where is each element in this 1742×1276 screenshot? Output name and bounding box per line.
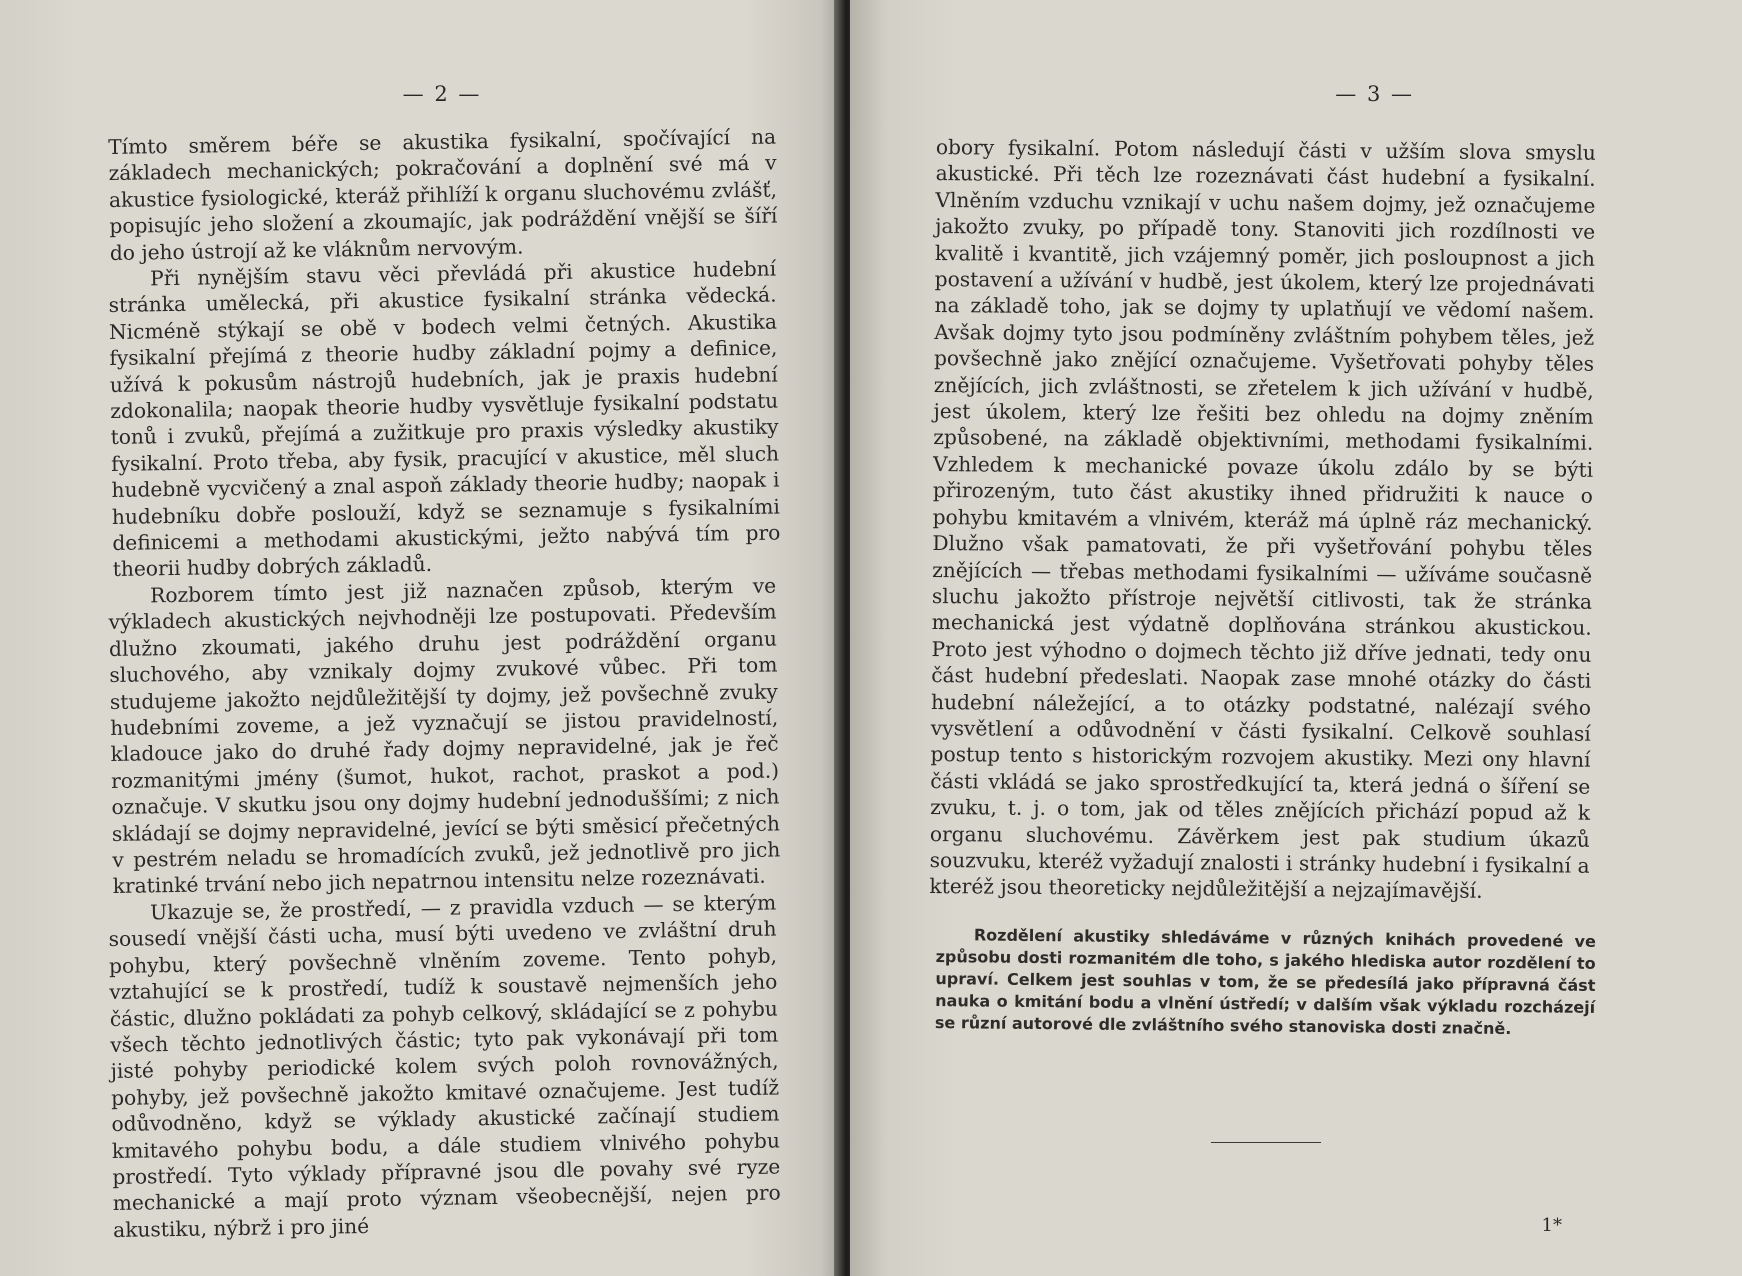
page-number: — 2 —	[402, 82, 482, 106]
paragraph: obory fysikalní. Potom následují části v užším slova smyslu akustické. Při těch lze rozeznávati část hudební a fysikalní. Vlněním vzduchu vznikají v uchu našem dojmy, jež označujeme jakožto zvuky, po případě tony. Stanoviti jich rozdílnosti ve kvalitě i kvantitě, jich vzájemný poměr, jich posloupnost a jich postavení a užívání v hudbě, jest úkolem, který lze projednávati na základě toho, jak se dojmy ty uplatňují ve vědomí našem. Avšak dojmy tyto jsou podmíněny zvláštním pohybem těles, jež povšechně jako znějící označujeme. Vyšetřovati pohyby těles znějících, jich zvláštnosti, se zřetelem k jich užívání v hudbě, jest úkolem, který lze řešiti bez ohledu na dojmy zněním způsobené, na základě objektivními, methodami fysikalními. Vzhledem k mechanické povaze úkolu zdálo by se býti přirozeným, tuto část akustiky ihned přidružiti k nauce o pohybu kmitavém a vlnivém, kteráž má úplně ráz mechanický. Dlužno však pamatovati, že při vyšetřování pohybu těles znějících — třebas methodami fysikalními — užíváme současně sluchu jakožto přístroje největší citlivosti, tak že stránka mechanická jest výdatně doplňována stránkou akustickou. Proto jest výhodno o dojmech těchto již dříve jednati, tedy onu část hudební předeslati. Naopak zase mnohé otázky do části hudební náležející, a to otázky podstatné, nalézají svého vysvětlení a odůvodnění v části fysikalní. Celkově souhlasí postup tento s historickým rozvojem akustiky. Mezi ony hlavní části vkládá se jako sprostředkující ta, která jedná o šíření se zvuku, t. j. o tom, jak od těles znějících přichází popud až k organu sluchovému. Závěrkem jest pak studium úkazů souzvuku, kteréž vyžadují znalosti i stránky hudební i fysikalní a kteréž jsou theoreticky nejdůležitější a nejzajímavější.	[929, 134, 1596, 904]
paragraph: Rozborem tímto jest již naznačen způsob, kterým ve výkladech akustických nejvhodněji lze postupovati. Především dlužno zkoumati, jakého druhu jest podráždění organu sluchového, aby vznikaly dojmy zvukové vůbec. Při tom studujeme jakožto nejdůležitější ty dojmy, jež povšechně zvuky hudebními zoveme, a jež vyznačují se jistou pravidelností, kladouce jako do druhé řady dojmy nepravidelné, jak je řeč rozmanitými jmény (šumot, hukot, rachot, praskot a pod.) označuje. V skutku jsou ony dojmy hudební jednoduššími; z nich skládají se dojmy nepravidelné, jevící se býti směsicí přečetných v pestrém neladu se hromadících zvuků, jež jednotlivě pro jich kratinké trvání nebo jich nepatrnou intensitu nelze rozeznávati.	[108, 573, 781, 899]
signature-mark: 1*	[1541, 1215, 1562, 1236]
page-number: — 3 —	[1335, 82, 1414, 106]
section-rule	[1211, 1142, 1321, 1143]
paragraph: Ukazuje se, že prostředí, — z pravidla vzduch — se kterým sousedí vnější části ucha, musí býti uvedeno ve zvláštní druh pohybu, který povšechně vlněním zoveme. Tento pohyb, vztahující se k prostředí, tudíž k soustavě nejmenších jeho částic, dlužno pokládati za pohyb celkový, skládající se z pohybu všech těchto jednotlivých částic; tyto pak vykonávají při tom jisté pohyby periodické kolem svých poloh rovnovážných, pohyby, jež povšechně jakožto kmitavé označujeme. Jest tudíž odůvodněno, když se výklady akustické začínají studiem kmitavého pohybu bodu, a dále studiem vlnivého pohybu prostředí. Tyto výklady přípravné jsou dle povahy své ryze mechanické a mají proto význam všeobecnější, nejen pro akustiku, nýbrž i pro jiné	[108, 890, 781, 1242]
left-page	[0, 0, 846, 1276]
paragraph: Tímto směrem béře se akustika fysikalní, spočívající na základech mechanických; pokračování a doplnění své má v akustice fysiologické, kteráž přihlíží k organu sluchovému zvlášť, popisujíc jeho složení a zkoumajíc, jak podráždění vnější se šíří do jeho ústrojí až ke vláknům nervovým.	[108, 124, 778, 265]
footnote: Rozdělení akustiky shledáváme v různých knihách provedené ve způsobu dosti rozmanitém dle toho, s jakého hlediska autor rozdělení to upraví. Celkem jest souhlas v tom, že se předesílá jako přípravná část nauka o kmitání bodu a vlnění ústředí; v dalším však výkladu rozcházejí se různí autorové dle zvláštního svého stanoviska dosti značně.	[934, 925, 1596, 1038]
paragraph: Při nynějším stavu věci převládá při akustice hudební stránka umělecká, při akustice fysikalní stránka vědecká. Nicméně stýkají se obě v bodech velmi četných. Akustika fysikalní přejímá z theorie hudby základní pojmy a definice, užívá k pokusům nástrojů hudebních, jak je praxis hudební zdokonalila; naopak theorie hudby vysvětluje fysikalní podstatu tonů i zvuků, přejímá a zužitkuje pro praxis výsledky akustiky fysikalní. Proto třeba, aby fysik, pracující v akustice, měl sluch hudebně vycvičený a znal aspoň základy theorie hudby; naopak i hudebníku dobře poslouží, když se seznamuje s fysikalními definicemi a methodami akustickými, ježto nabývá tím pro theorii hudby dobrých základů.	[108, 256, 781, 582]
right-page	[850, 0, 1742, 1276]
